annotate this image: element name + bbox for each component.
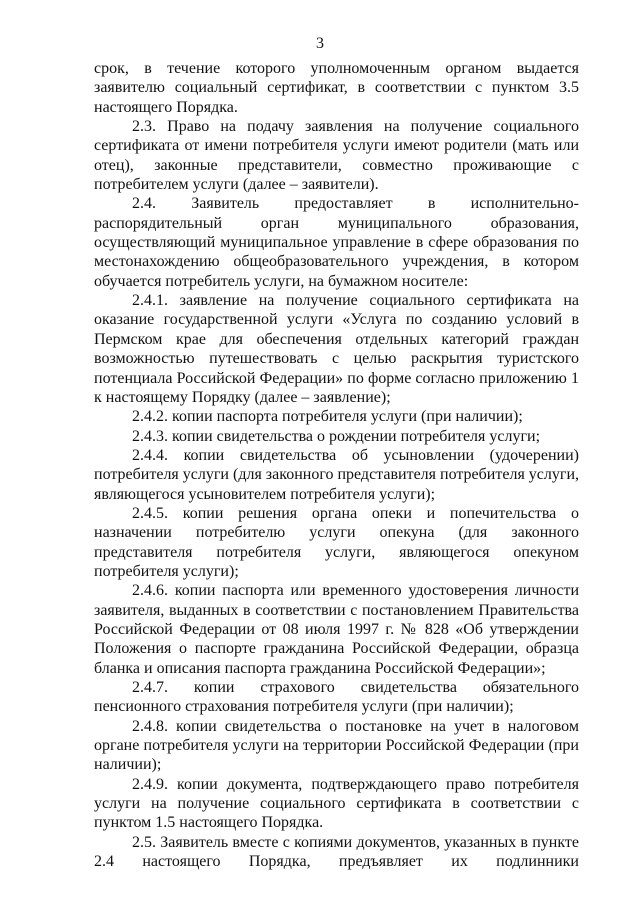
page-number: 3 [316, 35, 324, 52]
paragraph-2-4-3: 2.4.3. копии свидетельства о рождении потребителя услуги; [132, 427, 541, 445]
paragraph-2-4: 2.4. Заявитель предоставляет в исполнительно-распорядительный орган муниципального образования, осуществляющий муниципальное управление в сфере образования по местонахождению общеобразовательного учреждения, в котором обучается потребитель услуги, на бумажном носителе: [94, 195, 579, 290]
paragraph-2-4-5: 2.4.5. копии решения органа опеки и попечительства о назначении потребителю услуги опекуна (для законного представителя потребителя услуги, являющегося опекуном потребителя услуги); [94, 504, 579, 580]
paragraph-2-4-7: 2.4.7. копии страхового свидетельства обязательного пенсионного страхования потребителя услуги (при наличии); [94, 679, 579, 716]
paragraph-2-4-2: 2.4.2. копии паспорта потребителя услуги (при наличии); [132, 408, 523, 426]
paragraph-2-4-9: 2.4.9. копии документа, подтверждающего право потребителя услуги на получение социального сертификата в соответствии с пунктом 1.5 настоящего Порядка. [94, 775, 579, 832]
paragraph-2-4-8: 2.4.8. копии свидетельства о постановке на учет в налоговом органе потребителя услуги на территории Российской Федерации (при наличии); [94, 717, 579, 774]
paragraph-continuation: срок, в течение которого уполномоченным органом выдается заявителю социальный сертификат, в соответствии с пунктом 3.5 настоящего Порядка. [94, 60, 579, 116]
paragraph-2-4-1: 2.4.1. заявление на получение социального сертификата на оказание государственной услуги «Услуга по созданию условий в Пермском крае для обеспечения отдельных категорий граждан возможностью путешествовать с целью раскрытия туристского потенциала Российской Федерации» по форме согласно приложению 1 к настоящему Порядку (далее – заявление); [94, 292, 579, 406]
paragraph-2-4-6: 2.4.6. копии паспорта или временного удостоверения личности заявителя, выданных в соответствии с постановлением Правительства Российской Федерации от 08 июля 1997 г. № 828 «Об утверждении Положения о паспорте гражданина Российской Федерации, образца бланка и описания паспорта гражданина Российской Федерации»; [94, 582, 579, 677]
document-body [94, 59, 579, 871]
paragraph-2-4-4: 2.4.4. копии свидетельства об усыновлении (удочерении) потребителя услуги (для законного представителя потребителя услуги, являющегося усыновителем потребителя услуги); [94, 446, 580, 503]
paragraph-2-3: 2.3. Право на подачу заявления на получение социального сертификата от имени потребителя услуги имеют родители (мать или отец), законные представители, совместно проживающие с потребителем услуги (далее – заявители). [94, 118, 579, 194]
paragraph-2-5: 2.5. Заявитель вместе с копиями документов, указанных в пункте 2.4 настоящего Порядка, предъявляет их подлинники [94, 833, 579, 871]
